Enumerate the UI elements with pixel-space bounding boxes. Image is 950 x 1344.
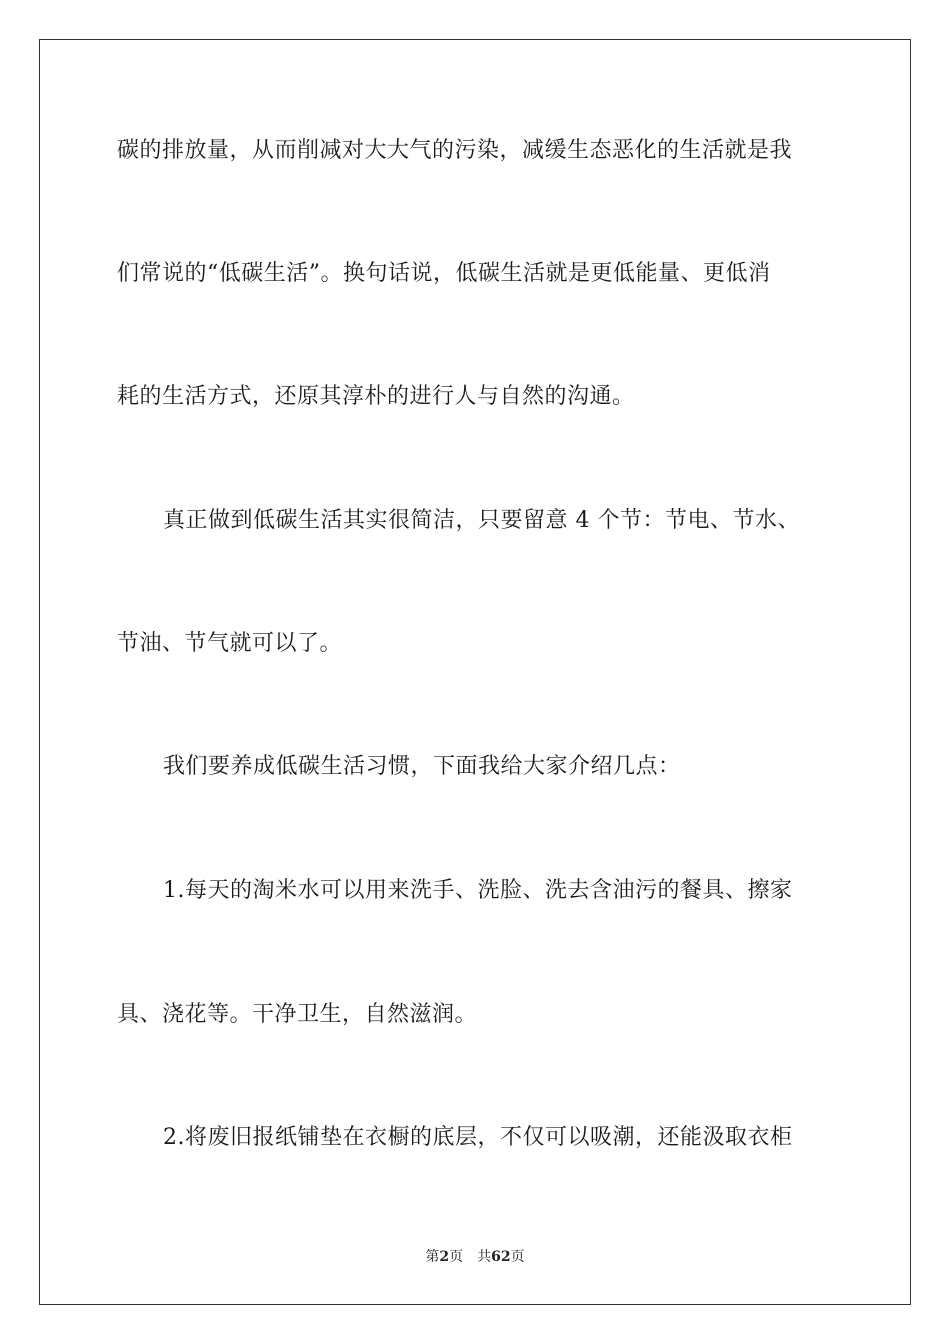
page-prefix: 第 bbox=[425, 1249, 440, 1265]
page-number: 2 bbox=[439, 1249, 450, 1265]
body-line-3: 耗的生活方式，还原其淳朴的进行人与自然的沟通。 bbox=[117, 384, 635, 409]
page-footer bbox=[0, 1248, 950, 1266]
total-pages: 62 bbox=[491, 1249, 511, 1265]
list-item-2-line-1: 2.将废旧报纸铺垫在衣橱的底层，不仅可以吸潮，还能汲取衣柜 bbox=[163, 1125, 793, 1150]
paragraph-start-line-4: 真正做到低碳生活其实很简洁，只要留意 4 个节：节电、节水、 bbox=[163, 508, 800, 533]
body-line-2: 们常说的“低碳生活”。换句话说，低碳生活就是更低能量、更低消 bbox=[117, 261, 771, 286]
list-item-1-line-2: 具、浇花等。干净卫生，自然滋润。 bbox=[117, 1002, 478, 1027]
paragraph-start-line-6: 我们要养成低碳生活习惯，下面我给大家介绍几点： bbox=[163, 754, 681, 779]
page-border bbox=[39, 39, 911, 1305]
page-suffix: 页 bbox=[449, 1249, 464, 1265]
total-suffix: 页 bbox=[510, 1249, 525, 1265]
total-prefix: 共 bbox=[477, 1249, 492, 1265]
list-item-1-line-1: 1.每天的淘米水可以用来洗手、洗脸、洗去含油污的餐具、擦家 bbox=[163, 878, 793, 903]
body-line-1: 碳的排放量，从而削减对大大气的污染，减缓生态恶化的生活就是我 bbox=[117, 138, 793, 163]
body-line-5: 节油、节气就可以了。 bbox=[117, 631, 343, 656]
